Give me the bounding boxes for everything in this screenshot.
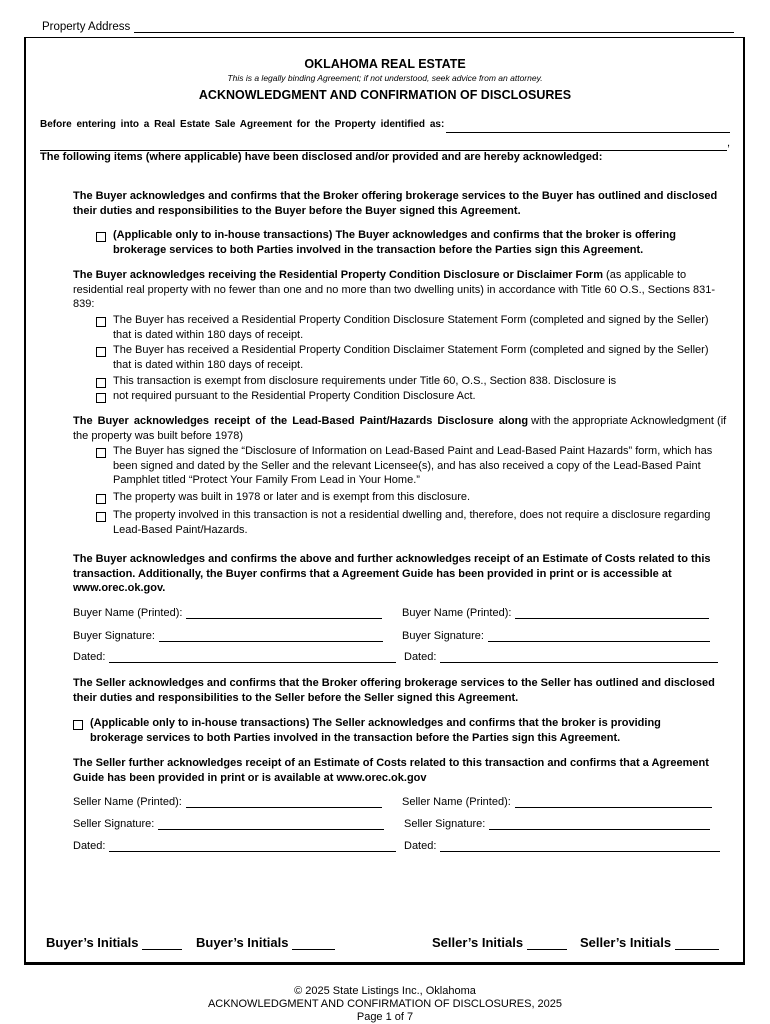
seller-dated-field-2[interactable] xyxy=(440,841,720,852)
buyer-name-label-2: Buyer Name (Printed): xyxy=(402,607,512,619)
buyer-name-label-1: Buyer Name (Printed): xyxy=(73,607,183,619)
seller-inhouse-text-1: (Applicable only to in-house transactions) The Seller acknowledges and confirms that the broker is providing xyxy=(90,717,661,729)
seller-signature-row-2 xyxy=(404,818,710,830)
condition-disclosure-paragraph xyxy=(73,268,733,312)
seller-initials-label-1: Seller’s Initials xyxy=(432,935,524,950)
buyer-dated-row-1 xyxy=(73,651,396,663)
buyer-inhouse-text-1: (Applicable only to in-house transactions) The Buyer acknowledges and confirms that the broker is offering xyxy=(113,229,676,241)
seller-initials-field-2[interactable] xyxy=(675,937,719,950)
buyer-name-field-2[interactable] xyxy=(515,608,709,619)
seller-inhouse-checkbox[interactable] xyxy=(73,720,83,730)
buyer-name-row-1 xyxy=(73,607,382,619)
seller-signature-row-1 xyxy=(73,818,384,830)
buyer-dated-label-1: Dated: xyxy=(73,651,106,663)
buyer-initials-1 xyxy=(46,935,182,950)
seller-dated-row-1 xyxy=(73,840,396,852)
buyer-broker-paragraph: The Buyer acknowledges and confirms that the Broker offering brokerage services to the Buyer has outlined and disclosed their duties and responsibilities to the Buyer before the Buyer signed this Agreement. xyxy=(73,190,718,217)
buyer-initials-field-1[interactable] xyxy=(142,937,182,950)
buyer-initials-label-2: Buyer’s Initials xyxy=(196,935,289,950)
condition-option-1-checkbox[interactable] xyxy=(96,317,106,327)
seller-signature-label-2: Seller Signature: xyxy=(404,818,486,830)
seller-name-field-1[interactable] xyxy=(186,797,382,808)
buyer-name-row-2 xyxy=(402,607,709,619)
comma: , xyxy=(726,137,730,149)
buyer-signature-row-1 xyxy=(73,630,383,642)
seller-name-row-2 xyxy=(402,796,712,808)
buyer-dated-row-2 xyxy=(404,651,718,663)
buyer-signature-field-2[interactable] xyxy=(488,631,710,642)
buyer-initials-2 xyxy=(196,935,335,950)
form-title: OKLAHOMA REAL ESTATE xyxy=(304,57,466,71)
condition-option-3 xyxy=(96,374,726,389)
buyer-inhouse-option xyxy=(96,228,736,257)
condition-disclosure-rest: (as applicable to residential real property with no fewer than one and no more than two dwelling units) in accordance with Title 60 O.S., Sections 831-839: xyxy=(73,269,716,310)
footer-copyright: © 2025 State Listings Inc., Oklahoma xyxy=(294,985,476,997)
buyer-name-field-1[interactable] xyxy=(186,608,382,619)
seller-initials-2 xyxy=(580,935,719,950)
buyer-initials-field-2[interactable] xyxy=(292,937,335,950)
lead-option-3-checkbox[interactable] xyxy=(96,512,106,522)
condition-option-1-text: The Buyer has received a Residential Property Condition Disclosure Statement Form (completed and signed by the Seller) that is dated within 180 days of receipt. xyxy=(113,314,709,341)
property-identified-row-2 xyxy=(40,136,730,151)
property-address-row xyxy=(42,21,734,33)
condition-option-3-text-1: This transaction is exempt from disclosure requirements under Title 60, O.S., Section 838. Disclosure is xyxy=(113,375,617,387)
seller-name-row-1 xyxy=(73,796,382,808)
lead-paint-rest: with the appropriate Acknowledgment (if the property was built before 1978) xyxy=(73,415,727,442)
buyer-signature-label-1: Buyer Signature: xyxy=(73,630,155,642)
lead-option-1-text: The Buyer has signed the “Disclosure of Information on Lead-Based Paint and Lead-Based Paint Hazards” form, which has been signed and dated by the Seller and the relevant Licensee(s), and has also received a copy of the Lead-Based Paint Pamphlet titled “Protect Your Family From Lead in Your Home.” xyxy=(113,445,713,486)
buyer-signature-field-1[interactable] xyxy=(159,631,383,642)
seller-initials-field-1[interactable] xyxy=(527,937,567,950)
lead-option-2 xyxy=(96,490,732,505)
form-subtitle: ACKNOWLEDGMENT AND CONFIRMATION OF DISCLOSURES xyxy=(198,88,572,102)
condition-option-3-checkbox[interactable] xyxy=(96,378,106,388)
condition-option-4 xyxy=(96,389,726,404)
condition-disclosure-lead: The Buyer acknowledges receiving the Residential Property Condition Disclosure or Disclaimer Form xyxy=(73,269,603,281)
legal-notice: This is a legally binding Agreement; if not understood, seek advice from an attorney. xyxy=(227,73,543,83)
property-identified-label: Before entering into a Real Estate Sale Agreement for the Property identified as: xyxy=(40,119,445,130)
buyer-dated-field-1[interactable] xyxy=(109,652,396,663)
seller-inhouse-option xyxy=(73,716,735,745)
lead-paint-lead: The Buyer acknowledges receipt of the Lead-Based Paint/Hazards Disclosure along xyxy=(73,415,529,427)
estimate-paragraph: The Buyer acknowledges and confirms the above and further acknowledges receipt of an Estimate of Costs related to this transaction. Additionally, the Buyer confirms that a Agreement Guide has been provided in print or is accessible at www.orec.ok.gov. xyxy=(73,553,711,594)
seller-dated-label-2: Dated: xyxy=(404,840,437,852)
lead-option-3 xyxy=(96,508,732,537)
condition-option-2-checkbox[interactable] xyxy=(96,347,106,357)
lead-option-2-checkbox[interactable] xyxy=(96,494,106,504)
seller-name-label-2: Seller Name (Printed): xyxy=(402,796,511,808)
seller-signature-label-1: Seller Signature: xyxy=(73,818,155,830)
lead-option-2-text: The property was built in 1978 or later and is exempt from this disclosure. xyxy=(113,491,471,503)
lead-paint-paragraph xyxy=(73,414,733,443)
condition-option-2-text: The Buyer has received a Residential Property Condition Disclaimer Statement Form (completed and signed by the Seller) that is dated within 180 days of receipt. xyxy=(113,344,709,371)
lead-option-3-text: The property involved in this transaction is not a residential dwelling and, therefore, does not require a disclosure regarding Lead-Based Paint/Hazards. xyxy=(113,509,711,536)
property-identified-field-2[interactable] xyxy=(40,141,727,151)
buyer-dated-field-2[interactable] xyxy=(440,652,718,663)
buyer-signature-label-2: Buyer Signature: xyxy=(402,630,484,642)
seller-inhouse-text-2: brokerage services to both Parties involved in the transaction before the Parties sign this Agreement. xyxy=(90,731,621,744)
seller-name-label-1: Seller Name (Printed): xyxy=(73,796,182,808)
condition-option-2 xyxy=(96,343,726,372)
property-address-label: Property Address xyxy=(42,21,131,33)
seller-dated-label-1: Dated: xyxy=(73,840,106,852)
following-items-heading: The following items (where applicable) have been disclosed and/or provided and are hereby acknowledged: xyxy=(40,151,603,163)
seller-signature-field-2[interactable] xyxy=(489,819,710,830)
seller-dated-row-2 xyxy=(404,840,720,852)
property-address-field[interactable] xyxy=(134,22,734,33)
seller-initials-1 xyxy=(432,935,567,950)
seller-name-field-2[interactable] xyxy=(515,797,712,808)
seller-initials-label-2: Seller’s Initials xyxy=(580,935,672,950)
buyer-inhouse-checkbox[interactable] xyxy=(96,232,106,242)
lead-option-1-checkbox[interactable] xyxy=(96,448,106,458)
seller-signature-field-1[interactable] xyxy=(158,819,384,830)
seller-dated-field-1[interactable] xyxy=(109,841,396,852)
seller-broker-paragraph: The Seller acknowledges and confirms that the Broker offering brokerage services to the Seller has outlined and disclosed their duties and responsibilities to the Seller before the Seller signed this Agreement. xyxy=(73,677,715,704)
lead-option-1 xyxy=(96,444,732,488)
condition-option-3-text-2: not required pursuant to the Residential Property Condition Disclosure Act. xyxy=(113,390,476,402)
buyer-signature-row-2 xyxy=(402,630,710,642)
buyer-inhouse-text-2: brokerage services to both Parties involved in the transaction before the Parties sign this Agreement. xyxy=(113,243,644,256)
property-identified-field[interactable] xyxy=(446,122,730,133)
buyer-initials-label-1: Buyer’s Initials xyxy=(46,935,139,950)
property-identified-row xyxy=(40,118,730,133)
footer-form-name: ACKNOWLEDGMENT AND CONFIRMATION OF DISCLOSURES, 2025 xyxy=(207,998,563,1010)
condition-option-4-checkbox[interactable] xyxy=(96,393,106,403)
condition-option-1 xyxy=(96,313,726,342)
seller-further-paragraph: The Seller further acknowledges receipt of an Estimate of Costs related to this transaction and confirms that a Agreement Guide has been provided in print or is available at www.orec.ok.gov xyxy=(73,757,709,784)
footer-page-number: Page 1 of 7 xyxy=(356,1011,414,1023)
buyer-dated-label-2: Dated: xyxy=(404,651,437,663)
